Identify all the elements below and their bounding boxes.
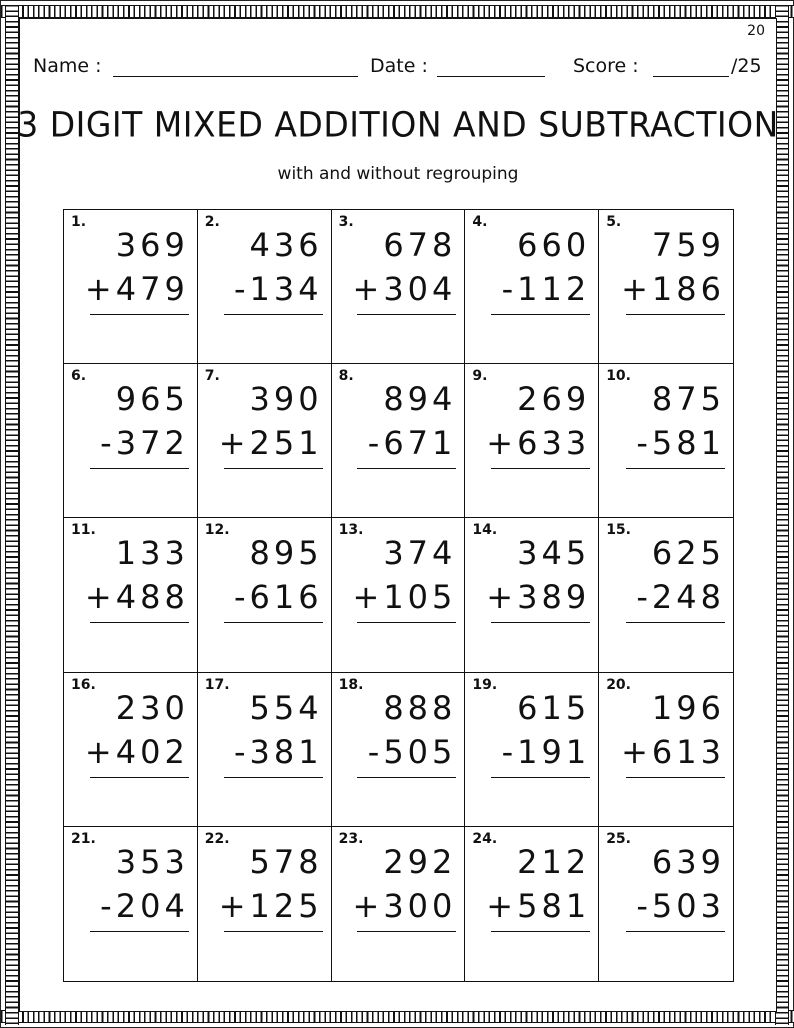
problem-number: 12. xyxy=(204,522,230,539)
operator-sign: - xyxy=(636,578,652,617)
problem-cell xyxy=(465,827,599,981)
problem-cell xyxy=(599,518,733,672)
problem-number: 8. xyxy=(338,368,354,385)
top-operand: 759 xyxy=(651,226,725,264)
problem-cell xyxy=(465,364,599,518)
top-operand: 660 xyxy=(517,226,591,264)
top-operand: 374 xyxy=(383,534,457,573)
bottom-operand: 503 xyxy=(651,886,725,925)
operator-sign: + xyxy=(352,578,384,617)
bottom-operand: 581 xyxy=(517,886,591,925)
bottom-operand: 671 xyxy=(383,424,457,463)
top-operand: 894 xyxy=(383,380,457,419)
score-total: /25 xyxy=(731,55,762,77)
operator-sign: - xyxy=(501,732,518,771)
answer-line[interactable] xyxy=(491,314,590,315)
answer-line[interactable] xyxy=(90,314,189,315)
bottom-operand-row xyxy=(234,733,323,771)
problem-number: 7. xyxy=(204,368,220,385)
bottom-operand-row xyxy=(85,270,189,308)
operator-sign: + xyxy=(486,424,518,463)
top-operand: 875 xyxy=(651,380,725,419)
operator-sign: - xyxy=(100,424,116,463)
worksheet-title: 3 DIGIT MIXED ADDITION AND SUBTRACTION xyxy=(17,104,779,145)
top-operand: 615 xyxy=(517,688,591,727)
problem-cell xyxy=(64,364,198,518)
operator-sign: - xyxy=(233,578,250,617)
problem-number: 22. xyxy=(204,830,230,847)
score-field[interactable] xyxy=(653,76,729,77)
bottom-operand: 191 xyxy=(517,732,591,771)
problem-cell xyxy=(198,827,332,981)
top-operand: 678 xyxy=(383,226,457,264)
bottom-operand: 372 xyxy=(115,424,189,463)
bottom-operand-row xyxy=(486,424,590,462)
bottom-operand-row xyxy=(502,733,591,771)
problem-number: 15. xyxy=(606,522,631,539)
problem-cell xyxy=(64,673,198,827)
operator-sign: - xyxy=(501,270,518,308)
top-operand: 639 xyxy=(651,842,725,881)
bottom-operand-row xyxy=(219,887,323,925)
operator-sign: - xyxy=(100,886,116,925)
operator-sign: - xyxy=(367,732,384,771)
score-label: Score : xyxy=(573,55,639,77)
answer-line[interactable] xyxy=(491,468,590,469)
problem-grid xyxy=(63,209,734,982)
top-operand: 292 xyxy=(383,842,457,881)
operator-sign: + xyxy=(486,578,518,617)
bottom-operand-row xyxy=(636,578,725,616)
operator-sign: - xyxy=(233,270,250,308)
operator-sign: + xyxy=(621,270,652,308)
problem-cell xyxy=(465,210,599,364)
answer-line[interactable] xyxy=(224,622,323,623)
name-label: Name : xyxy=(33,55,102,77)
top-operand: 436 xyxy=(249,226,323,264)
problem-number: 17. xyxy=(204,676,230,693)
bottom-operand: 488 xyxy=(115,578,189,617)
bottom-operand: 248 xyxy=(651,578,725,617)
problem-cell xyxy=(198,210,332,364)
header-fields xyxy=(33,53,763,83)
answer-line[interactable] xyxy=(626,314,725,315)
bottom-operand: 389 xyxy=(517,578,591,617)
top-operand: 965 xyxy=(115,380,189,419)
answer-line[interactable] xyxy=(357,777,456,778)
page-number: 20 xyxy=(747,23,765,39)
top-operand: 230 xyxy=(115,688,189,727)
bottom-operand: 402 xyxy=(115,732,189,771)
bottom-operand: 479 xyxy=(115,270,189,308)
operator-sign: - xyxy=(367,424,384,463)
top-operand: 269 xyxy=(517,380,591,419)
answer-line[interactable] xyxy=(90,931,189,932)
bottom-operand-row xyxy=(100,424,189,462)
bottom-operand-row xyxy=(234,578,323,616)
answer-line[interactable] xyxy=(626,468,725,469)
answer-line[interactable] xyxy=(357,314,456,315)
problem-number: 25. xyxy=(606,830,631,847)
bottom-operand-row xyxy=(234,270,323,308)
operator-sign: + xyxy=(352,886,384,925)
bottom-operand: 125 xyxy=(249,886,323,925)
problem-number: 20. xyxy=(606,676,631,693)
problem-cell xyxy=(64,210,198,364)
worksheet-subtitle: with and without regrouping xyxy=(277,164,519,184)
bottom-operand: 505 xyxy=(383,732,457,771)
answer-line[interactable] xyxy=(491,777,590,778)
bottom-operand-row xyxy=(353,270,457,308)
top-operand: 345 xyxy=(517,534,591,573)
problem-cell xyxy=(599,364,733,518)
problem-number: 6. xyxy=(71,368,87,385)
problem-cell xyxy=(332,210,466,364)
bottom-operand: 112 xyxy=(517,270,591,308)
problem-cell xyxy=(332,518,466,672)
top-operand: 895 xyxy=(249,534,323,573)
problem-cell xyxy=(599,673,733,827)
top-operand: 578 xyxy=(249,842,323,881)
decorative-border-top xyxy=(1,5,794,18)
bottom-operand-row xyxy=(502,270,591,308)
problem-number: 3. xyxy=(338,214,354,230)
problem-number: 13. xyxy=(338,522,364,539)
bottom-operand-row xyxy=(486,578,590,616)
top-operand: 353 xyxy=(115,842,189,881)
problem-cell xyxy=(332,364,466,518)
answer-line[interactable] xyxy=(224,468,323,469)
bottom-operand-row xyxy=(353,578,457,616)
top-operand: 625 xyxy=(651,534,725,573)
bottom-operand: 300 xyxy=(383,886,457,925)
bottom-operand-row xyxy=(486,887,590,925)
decorative-border-left xyxy=(5,5,19,1025)
top-operand: 554 xyxy=(249,688,323,727)
problem-number: 2. xyxy=(204,214,220,230)
bottom-operand: 581 xyxy=(651,424,725,463)
problem-number: 16. xyxy=(71,676,96,693)
bottom-operand-row xyxy=(636,424,725,462)
problem-number: 14. xyxy=(472,522,498,539)
answer-line[interactable] xyxy=(90,777,189,778)
problem-cell xyxy=(332,827,466,981)
problem-number: 24. xyxy=(472,830,498,847)
bottom-operand: 304 xyxy=(383,270,457,308)
answer-line[interactable] xyxy=(224,314,323,315)
problem-cell xyxy=(64,827,198,981)
top-operand: 369 xyxy=(115,226,189,264)
problem-number: 9. xyxy=(472,368,488,385)
bottom-operand-row xyxy=(621,270,725,308)
problem-number: 5. xyxy=(606,214,622,230)
answer-line[interactable] xyxy=(357,468,456,469)
bottom-operand-row xyxy=(368,733,457,771)
problem-number: 18. xyxy=(338,676,364,693)
problem-number: 23. xyxy=(338,830,364,847)
operator-sign: + xyxy=(352,270,384,308)
answer-line[interactable] xyxy=(357,931,456,932)
problem-number: 1. xyxy=(71,214,87,230)
name-field[interactable] xyxy=(113,76,358,77)
problem-cell xyxy=(465,673,599,827)
bottom-operand: 633 xyxy=(517,424,591,463)
bottom-operand: 616 xyxy=(249,578,323,617)
problem-cell xyxy=(198,673,332,827)
bottom-operand-row xyxy=(636,887,725,925)
answer-line[interactable] xyxy=(357,622,456,623)
problem-cell xyxy=(198,518,332,672)
bottom-operand: 381 xyxy=(249,732,323,771)
bottom-operand-row xyxy=(353,887,457,925)
operator-sign: + xyxy=(84,578,116,617)
bottom-operand-row xyxy=(621,733,725,771)
problem-number: 4. xyxy=(472,214,488,230)
date-label: Date : xyxy=(370,55,428,77)
bottom-operand: 105 xyxy=(383,578,457,617)
date-field[interactable] xyxy=(437,76,545,77)
bottom-operand: 613 xyxy=(651,732,725,771)
operator-sign: + xyxy=(486,886,518,925)
top-operand: 212 xyxy=(517,842,591,881)
problem-number: 10. xyxy=(606,368,631,385)
top-operand: 888 xyxy=(383,688,457,727)
answer-line[interactable] xyxy=(90,468,189,469)
operator-sign: + xyxy=(218,424,250,463)
operator-sign: + xyxy=(84,732,116,771)
answer-line[interactable] xyxy=(491,931,590,932)
bottom-operand: 251 xyxy=(249,424,323,463)
problem-cell xyxy=(599,210,733,364)
bottom-operand: 204 xyxy=(115,886,189,925)
bottom-operand: 134 xyxy=(249,270,323,308)
operator-sign: - xyxy=(233,732,250,771)
bottom-operand: 186 xyxy=(651,270,725,308)
problem-cell xyxy=(599,827,733,981)
bottom-operand-row xyxy=(85,733,189,771)
problem-number: 11. xyxy=(71,522,96,539)
problem-number: 19. xyxy=(472,676,498,693)
operator-sign: + xyxy=(218,886,250,925)
answer-line[interactable] xyxy=(626,931,725,932)
answer-line[interactable] xyxy=(626,777,725,778)
answer-line[interactable] xyxy=(224,931,323,932)
problem-cell xyxy=(198,364,332,518)
bottom-operand-row xyxy=(85,578,189,616)
decorative-border-right xyxy=(775,5,789,1025)
bottom-operand-row xyxy=(100,887,189,925)
operator-sign: + xyxy=(84,270,116,308)
top-operand: 133 xyxy=(115,534,189,573)
operator-sign: - xyxy=(636,424,652,463)
problem-cell xyxy=(465,518,599,672)
answer-line[interactable] xyxy=(90,622,189,623)
answer-line[interactable] xyxy=(626,622,725,623)
bottom-operand-row xyxy=(368,424,457,462)
problem-cell xyxy=(332,673,466,827)
answer-line[interactable] xyxy=(224,777,323,778)
problem-number: 21. xyxy=(71,830,96,847)
top-operand: 196 xyxy=(651,688,725,727)
top-operand: 390 xyxy=(249,380,323,419)
bottom-operand-row xyxy=(219,424,323,462)
operator-sign: - xyxy=(636,886,652,925)
problem-cell xyxy=(64,518,198,672)
operator-sign: + xyxy=(621,732,652,771)
answer-line[interactable] xyxy=(491,622,590,623)
